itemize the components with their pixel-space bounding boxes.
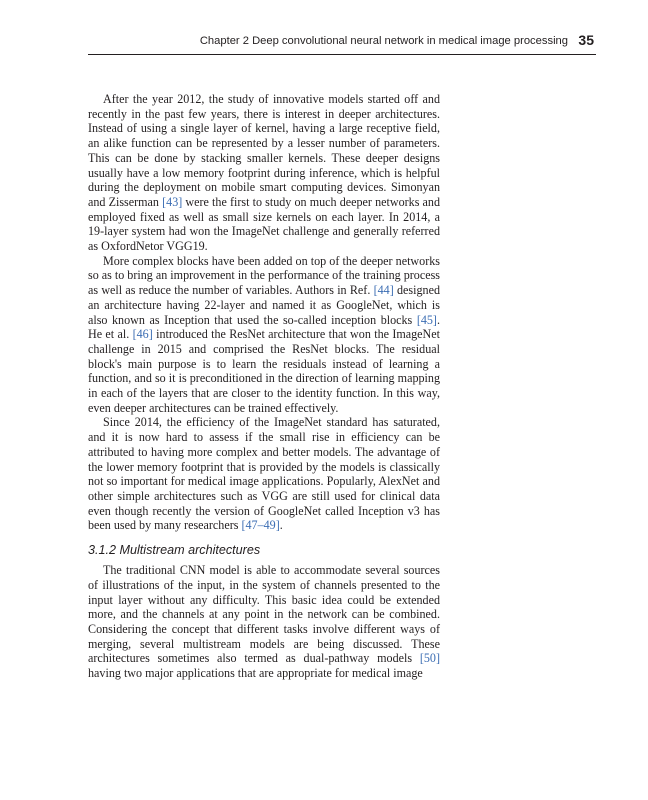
- paragraph-text: were the first to study on much deeper networks and employed fixed as well as small size kernels on each layer. In 2014, a 19-layer system had won the ImageNet challenge and generally referred as OxfordNetor VGG19.: [88, 194, 440, 254]
- paragraph-text: After the year 2012, the study of innovative models started off and recently in the past few years, there is interest in deeper architectures. Instead of using a single layer of kernel, having a large receptive field, an alike function can be represented by a lesser number of parameters. This can be done by stacking smaller kernels. These deeper designs usually have a low memory footprint during inference, which is helpful during the deployment on mobile smart computing devices. Simonyan and Zisserman: [88, 92, 440, 209]
- paragraph-text: introduced the ResNet architecture that won the ImageNet challenge in 2015 and comprised the ResNet blocks. The residual block's main purpose is to learn the residuals instead of learning a function, and so it is preconditioned in the direction of learning mapping in each of the layers that are closer to the identity function. In this way, even deeper architectures can be trained effectively.: [88, 327, 441, 415]
- running-head: [88, 32, 596, 55]
- paragraph: [88, 92, 440, 254]
- paragraph-text: having two major applications that are appropriate for medical image: [88, 666, 423, 681]
- body-text: [88, 92, 440, 681]
- paragraph-text: .: [279, 518, 283, 533]
- paragraph: [88, 563, 440, 681]
- paragraph: [88, 254, 440, 416]
- citation-link[interactable]: [50]: [419, 651, 440, 666]
- paragraph-text: . He et al.: [88, 312, 440, 342]
- citation-link[interactable]: [46]: [132, 327, 153, 342]
- paragraph-text: More complex blocks have been added on top of the deeper networks so as to bring an improvement in the performance of the training process as well as reduce the number of variables. Authors in Ref.: [88, 253, 440, 298]
- paragraph-text: designed an architecture having 22-layer and named it as GoogleNet, which is also known as Inception that used the so-called inception blocks: [88, 283, 440, 327]
- citation-link[interactable]: [45]: [416, 312, 437, 327]
- chapter-title: Chapter 2 Deep convolutional neural network in medical image processing: [199, 35, 568, 47]
- citation-link[interactable]: [43]: [162, 194, 183, 209]
- paragraph-text: Since 2014, the efficiency of the ImageNet standard has saturated, and it is now hard to assess if the small rise in efficiency can be attributed to having more complex and better models. The advantage of the lower memory footprint that is provided by the models is classically not so important for medical image applications. Popularly, AlexNet and other simple architectures such as VGG are still used for clinical data even though recently the version of GoogleNet called Inception v3 has been used by many researchers: [88, 415, 440, 533]
- citation-link[interactable]: [44]: [373, 283, 394, 298]
- paragraph-text: The traditional CNN model is able to accommodate several sources of illustrations of the input, in the system of channels presented to the input layer without any difficulty. This basic idea could be extended more, and the channels at any point in the network can be combined. Considering the concept that different tasks involve different ways of merging, several multistream models are being discussed. These architectures sometimes also termed as dual-pathway models: [88, 563, 440, 666]
- paragraph: [88, 415, 440, 533]
- citation-link[interactable]: [47–49]: [241, 518, 280, 533]
- page-number: 35: [578, 32, 594, 48]
- section-heading: 3.1.2 Multistream architectures: [88, 543, 261, 558]
